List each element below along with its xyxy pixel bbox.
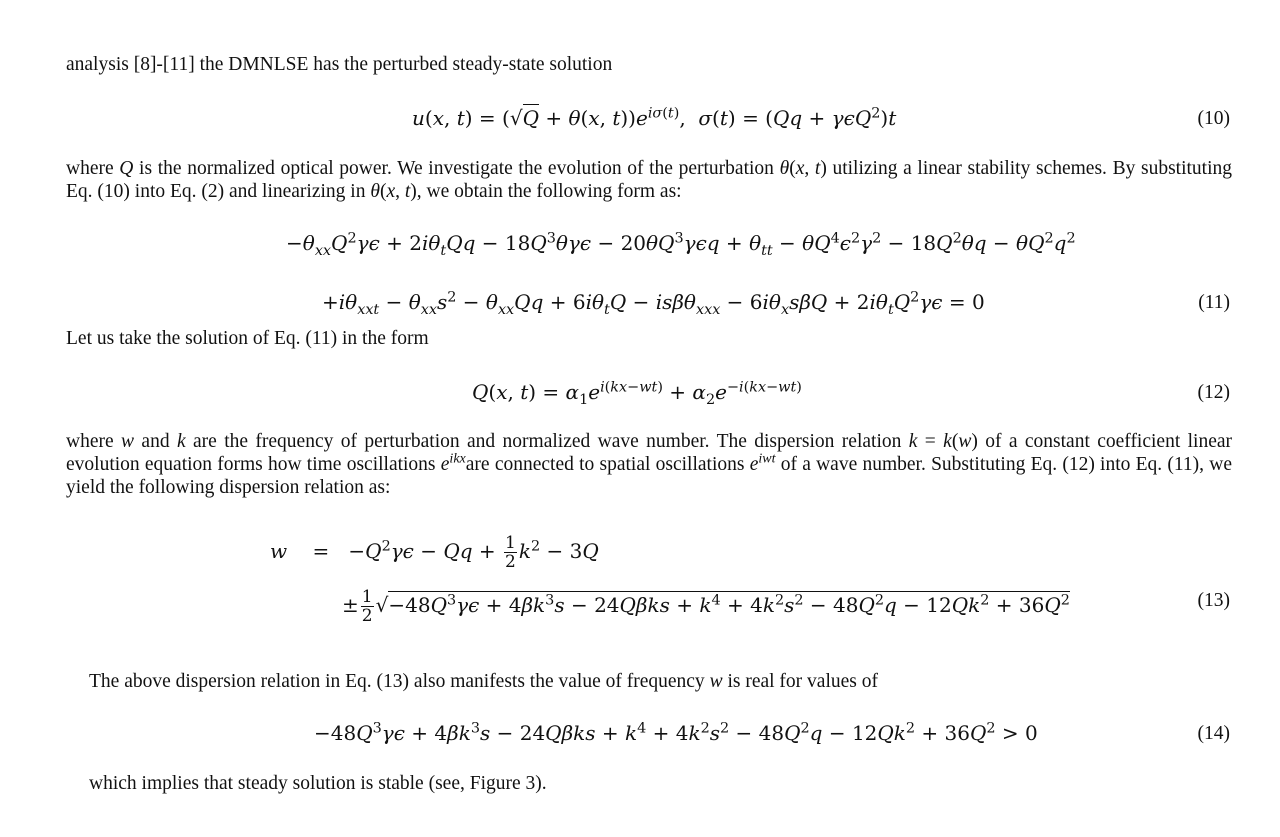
paragraph-stable: which implies that steady solution is stable (see, Figure 3).: [89, 773, 547, 794]
equation-13-line-2: ± $\frac{1}{2}$ $√-48Q^3\gamma\epsilon + 4\beta k^3s - 24Q\beta ks + k^4 + 4k^2s^2 - 48Q^2q - 12Qk^2 + 36Q^2$: [342, 587, 1070, 626]
equation-11-line-1: $-\theta_{xx}Q^2\gamma\epsilon + 2i\theta_tQq - 18Q^3\theta\gamma\epsilon - 20\theta Q^3\gamma\epsilon q + \theta_{tt} - \theta Q^4\epsilon^2\gamma^2 - 18Q^2\theta q - \theta Q^2q^2$: [286, 230, 1076, 259]
intro-line: analysis [8]-[11] the DMNLSE has the perturbed steady-state solution: [66, 54, 613, 75]
equation-number-14: (14): [1197, 723, 1230, 744]
equation-number-11: (11): [1198, 292, 1230, 313]
equation-12: Q(x, $t) = \alpha_1e^{i(kx-wt)} + \alpha_2e^{-i(kx-wt)}$: [472, 379, 802, 408]
paragraph-dispersion: where w and k are the frequency of perturbation and normalized wave number. The dispersion relation k = k(w) of a constant coefficient linear evolution equation forms how time oscillations $e^{ikx}are$ connected to spatial oscillations $e^{iwt}$ of a wave number. Substituting Eq. (12) into Eq. (11), we yield the following dispersion relation as:: [66, 431, 1233, 498]
paragraph-perturbation: where Q is the normalized optical power. We investigate the evolution of the perturbation θ(x, t) utilizing a linear stability schemes. By substituting Eq. (10) into Eq. (2) and linearizing in θ(x, t), we obtain the following form as:: [66, 158, 1233, 202]
equation-14: $-48Q^3\gamma\epsilon + 4\beta k^3s - 24Q\beta ks + k^4 + 4k^2s^2 - 48Q^2q - 12Qk^2 + 36Q^2 > 0$: [314, 720, 1038, 745]
equation-number-13: (13): [1197, 590, 1230, 611]
paragraph-frequency-real: The above dispersion relation in Eq. (13) also manifests the value of frequency w is real for values of: [89, 671, 878, 692]
equation-number-10: (10): [1197, 108, 1230, 129]
equation-number-12: (12): [1197, 382, 1230, 403]
equation-11-line-2: $+i\theta_{xxt} - \theta_{xx}s^2 - \theta_{xx}Qq + 6i\theta_tQ - is\beta\theta_{xxx} - 6i\theta_xs\beta Q + 2i\theta_tQ^2\gamma\epsilon = 0$: [322, 289, 985, 318]
paragraph-solution-form: Let us take the solution of Eq. (11) in the form: [66, 328, 429, 349]
equation-10: u(x, t) = (√Q + θ(x, $t))e^{i\sigma(t)}$, σ(t) = (Qq + γϵQ$^2$)t: [412, 105, 897, 130]
equation-13-line-1: w = $-Q^2\gamma\epsilon - Qq$ + $\frac{1}{2}$ $k^2 - 3Q$: [270, 533, 599, 572]
